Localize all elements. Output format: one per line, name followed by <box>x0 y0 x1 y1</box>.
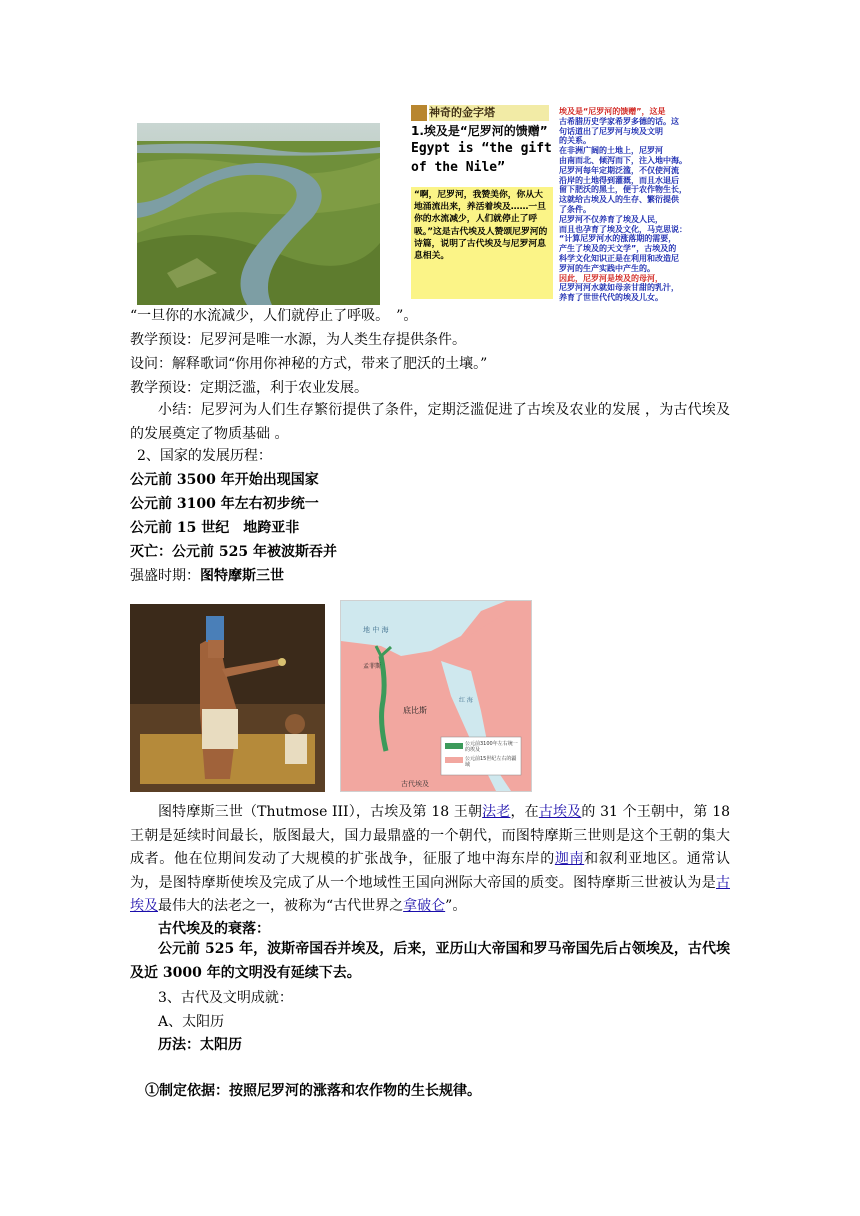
slide-image <box>409 103 737 307</box>
calendar-basis: ①制定依据：按照尼罗河的涨落和农作物的生长规律。 <box>145 1083 481 1099</box>
ancient-egypt-map <box>340 600 532 792</box>
slide-right-line: 因此，尼罗河是埃及的母河， <box>559 273 663 283</box>
peak-period <box>130 566 284 586</box>
thutmose-text: 图特摩斯三世（Thutmose III），古埃及第 18 王朝 <box>158 804 483 820</box>
link-napoleon[interactable]: 拿破仑 <box>403 898 446 914</box>
slide-right-line: 这就给古埃及人的生存、繁衍提供 <box>559 195 679 205</box>
peak-value: 图特摩斯三世 <box>200 568 284 584</box>
section-3-heading: 3、古代及文明成就： <box>158 990 293 1006</box>
slide-right-line: 在非洲广阔的土地上，尼罗河 <box>559 146 663 156</box>
map-caption: 古代埃及 <box>401 780 429 788</box>
slide-right-line: 的关系。 <box>559 136 591 146</box>
slide-right-line: 而且也孕育了埃及文化，马克思说： <box>559 224 687 234</box>
question-line: 设问：解释歌词“你用你神秘的方式，带来了肥沃的土壤。” <box>130 356 488 372</box>
thutmose-text: 和叙利亚地区。通常认为，是图特摩斯使埃及完成了从一个地域性王国向洲际大帝国的质变。图特摩斯三世被认为是 <box>130 851 731 891</box>
map-legend-1: 公元前3100年左右统一的埃及 <box>465 741 518 753</box>
map-label-red-sea: 红 海 <box>459 697 473 704</box>
item-a: A、太阳历 <box>158 1014 225 1030</box>
slide-right-line: 尼罗河不仅养育了埃及人民， <box>559 214 663 224</box>
summary-paragraph: 小结：尼罗河为人们生存繁衍提供了条件，定期泛滥促进了古埃及农业的发展 ，为古代埃及的发展奠定了物质基础 。 <box>130 402 730 442</box>
section-2-heading: 2、国家的发展历程： <box>137 448 272 464</box>
slide-right-line: 产生了埃及的天文学”，古埃及的 <box>559 244 677 254</box>
slide-poem: “啊，尼罗河，我赞美你，你从大地涌流出来，养活着埃及……一旦你的水流减少，人们就停止了呼吸。”这是古代埃及人赞颂尼罗河的诗篇，说明了古代埃及与尼罗河息息相关。 <box>411 187 553 299</box>
slide-right-text <box>559 107 735 307</box>
link-canaan[interactable]: 迦南 <box>554 851 585 867</box>
timeline-item: 公元前 3100 年左右初步统一 <box>130 496 319 512</box>
calendar-line: 历法：太阳历 <box>158 1037 242 1053</box>
thutmose-text: ，在 <box>510 804 539 820</box>
slide-right-line: 句话道出了尼罗河与埃及文明 <box>559 126 663 136</box>
slide-right-line: “计算尼罗河水的涨落期的需要， <box>559 234 677 244</box>
quote-line: “一旦你的水流减少，人们就停止了呼吸。 ”。 <box>130 308 418 324</box>
nile-river-photo <box>137 123 380 305</box>
map-label-sea: 地 中 海 <box>363 626 389 634</box>
link-pharaoh[interactable]: 法老 <box>482 804 511 820</box>
slide-right-line: 由南而北、倾泻而下，注入地中海。 <box>559 155 687 165</box>
decline-paragraph: 公元前 525 年，波斯帝国吞并埃及，后来，亚历山大帝国和罗马帝国先后占领埃及，古代埃及近 3000 年的文明没有延续下去。 <box>130 941 730 981</box>
slide-right-line: 尼罗河河水就如母亲甘甜的乳汁， <box>559 283 679 293</box>
thutmose-text: 的 31 个王朝中，第 18 王朝是延续时间最长，版图最大，国力最鼎盛的一个朝代，而图特摩斯三世则是这个王朝的集大成者。他在位期间发动了大规模的扩张战争，征服了地中海东岸的 <box>130 804 731 867</box>
map-label-thebes: 底比斯 <box>403 706 427 715</box>
timeline-item: 灭亡：公元前 525 年被波斯吞并 <box>130 544 337 560</box>
slide-title-en: Egypt is “the gift of the Nile” <box>411 141 552 175</box>
link-ancient-egypt[interactable]: 古埃及 <box>130 874 730 914</box>
link-ancient-egypt[interactable]: 古埃及 <box>538 804 582 820</box>
thutmose-painting <box>130 604 325 792</box>
slide-right-line: 养育了世世代代的埃及儿女。 <box>559 293 663 303</box>
slide-right-line: 了条件。 <box>559 204 591 214</box>
slide-right-line: 科学文化知识正是在利用和改造尼 <box>559 253 679 263</box>
pyramid-icon <box>411 105 427 121</box>
teaching-preset-2: 教学预设：定期泛滥，利于农业发展。 <box>130 380 368 396</box>
slide-right-line: 留下肥沃的黑土，便于农作物生长， <box>559 185 687 195</box>
slide-right-line: 沿岸的土地得到灌溉，而且水退后 <box>559 175 679 185</box>
slide-title-cn: 1.埃及是“尼罗河的馈赠” <box>411 124 548 138</box>
slide-right-line: 古希腊历史学家希罗多德的话。这 <box>559 116 679 126</box>
decline-heading: 古代埃及的衰落： <box>158 921 270 937</box>
slide-right-line: 埃及是“尼罗河的馈赠”，这是 <box>559 107 666 116</box>
thutmose-text: 最伟大的法老之一，被称为“古代世界之 <box>158 898 404 914</box>
slide-header: 神奇的金字塔 <box>429 105 549 121</box>
timeline-item: 公元前 15 世纪 地跨亚非 <box>130 520 300 536</box>
slide-right-line: 罗河的生产实践中产生的。 <box>559 263 655 273</box>
thutmose-text: ”。 <box>445 898 467 914</box>
teaching-preset-1: 教学预设：尼罗河是唯一水源，为人类生存提供条件。 <box>130 332 466 348</box>
peak-label: 强盛时期： <box>130 568 200 584</box>
map-label-memphis: 孟菲斯 <box>363 663 382 670</box>
timeline-item: 公元前 3500 年开始出现国家 <box>130 472 319 488</box>
thutmose-paragraph <box>130 801 730 919</box>
slide-title-box <box>411 123 561 185</box>
map-legend-2: 公元前15世纪左右的疆域 <box>465 756 517 768</box>
slide-right-line: 尼罗河每年定期泛滥，不仅使河流 <box>559 165 679 175</box>
